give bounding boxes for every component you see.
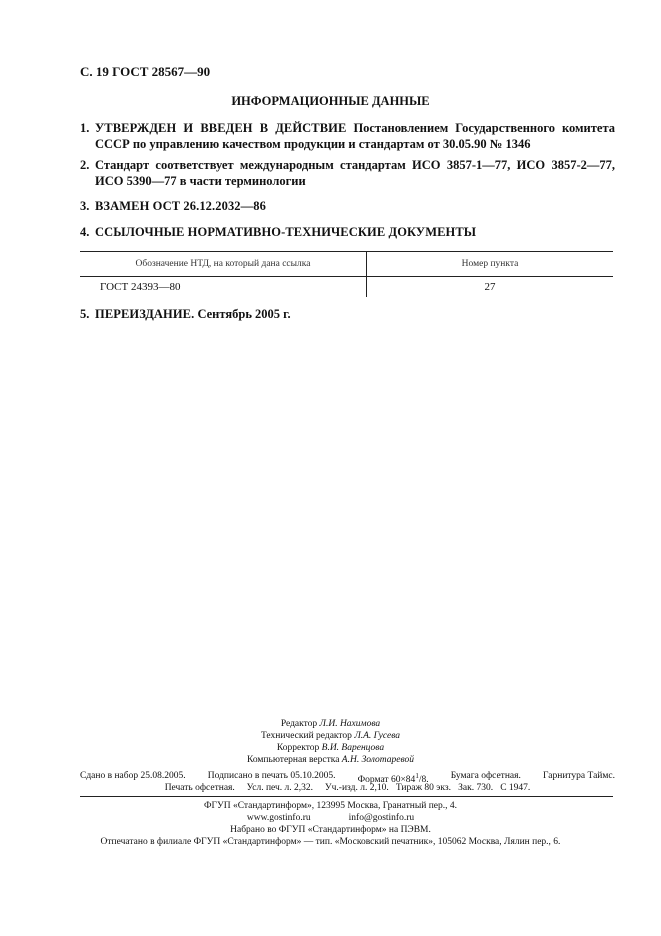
item-text: [95, 198, 615, 214]
typeset-info: Набрано во ФГУП «Стандартинформ» на ПЭВМ.: [230, 825, 431, 835]
order-number: Зак. 730.: [458, 783, 494, 793]
credit-person: В.И. Варенцова: [321, 743, 385, 753]
item-body: Постановлением Государственного комитета СССР по управлению качеством продукции и стандартам от 30.05.90 № 1346: [95, 121, 615, 151]
item-text: [95, 120, 615, 152]
publisher-address: ФГУП «Стандартинформ», 123995 Москва, Гранатный пер., 4.: [203, 801, 458, 811]
cell-clause: 27: [484, 281, 496, 293]
credit-person: Л.И. Нахимова: [319, 719, 381, 729]
item-number: 2.: [80, 158, 90, 172]
item-number: 4.: [80, 225, 90, 239]
item-body: Сентябрь 2005 г.: [194, 307, 291, 321]
item-text: [95, 224, 615, 240]
info-item-2: [80, 157, 615, 189]
print-run: Тираж 80 экз.: [395, 783, 451, 793]
credit-proofreader: [0, 742, 661, 754]
item-number: 1.: [80, 121, 90, 135]
typeface: Гарнитура Таймс.: [543, 771, 615, 781]
column-header-document: Обозначение НТД, на который дана ссылка: [80, 252, 367, 277]
item-lead: ССЫЛОЧНЫЕ НОРМАТИВНО-ТЕХНИЧЕСКИЕ ДОКУМЕНТЫ: [95, 225, 477, 239]
item-body: Стандарт соответствует международным стандартам ИСО 3857-1—77, ИСО 3857-2—77, ИСО 5390—77 в части терминологии: [95, 158, 615, 188]
website: www.gostinfo.ru: [246, 813, 311, 823]
format-sup: 1: [415, 772, 419, 780]
page-header: С. 19 ГОСТ 28567—90: [80, 64, 211, 79]
sent-to-typesetting: Сдано в набор 25.08.2005.: [80, 771, 186, 781]
column-header-clause: Номер пункта: [461, 259, 519, 269]
item-number: 3.: [80, 199, 90, 213]
code: С 1947.: [500, 783, 531, 793]
format-suffix: /8.: [418, 775, 429, 786]
info-item-1: [80, 120, 615, 152]
item-lead: УТВЕРЖДЕН И ВВЕДЕН В ДЕЙСТВИЕ: [95, 121, 347, 135]
info-item-3: [80, 198, 615, 214]
table-row: [80, 277, 613, 298]
credit-role: Редактор: [280, 719, 318, 729]
credit-tech-editor: [0, 730, 661, 742]
info-item-4: [80, 224, 615, 240]
credit-layout: [0, 754, 661, 766]
item-text: [95, 157, 615, 189]
credit-person: А.Н. Золотаревой: [341, 755, 415, 765]
table-header-row: [80, 252, 613, 277]
signed-for-print: Подписано в печать 05.10.2005.: [207, 771, 336, 781]
section-title: ИНФОРМАЦИОННЫЕ ДАННЫЕ: [231, 94, 430, 108]
paper-type: Бумага офсетная.: [450, 771, 521, 781]
publisher-contacts: [0, 812, 661, 824]
print-method: Печать офсетная.: [164, 783, 235, 793]
credit-role: Технический редактор: [260, 731, 352, 741]
item-lead: ПЕРЕИЗДАНИЕ.: [95, 307, 195, 321]
cell-document: ГОСТ 24393—80: [80, 277, 367, 298]
credits-block: [0, 718, 661, 766]
item-text: [95, 306, 615, 322]
divider: [80, 796, 613, 797]
publisher-sheets: Уч.-изд. л. 2,10.: [324, 783, 389, 793]
credit-role: Компьютерная верстка: [246, 755, 340, 765]
print-sheets: Усл. печ. л. 2,32.: [246, 783, 314, 793]
info-item-5: [80, 306, 615, 322]
format-text: Формат 60×84: [357, 775, 416, 786]
publishing-info-row-2: [80, 782, 615, 794]
footer: [0, 800, 661, 848]
credit-role: Корректор: [276, 743, 320, 753]
printed-info: Отпечатано в филиале ФГУП «Стандартинформ» — тип. «Московский печатник», 105062 Москва, Лялин пер., 6.: [100, 837, 561, 847]
item-number: 5.: [80, 307, 90, 321]
item-lead: ВЗАМЕН ОСТ 26.12.2032—86: [95, 199, 266, 213]
credit-person: Л.А. Гусева: [354, 731, 401, 741]
email: info@gostinfo.ru: [348, 813, 415, 823]
credit-editor: [0, 718, 661, 730]
reference-table: [80, 251, 613, 297]
